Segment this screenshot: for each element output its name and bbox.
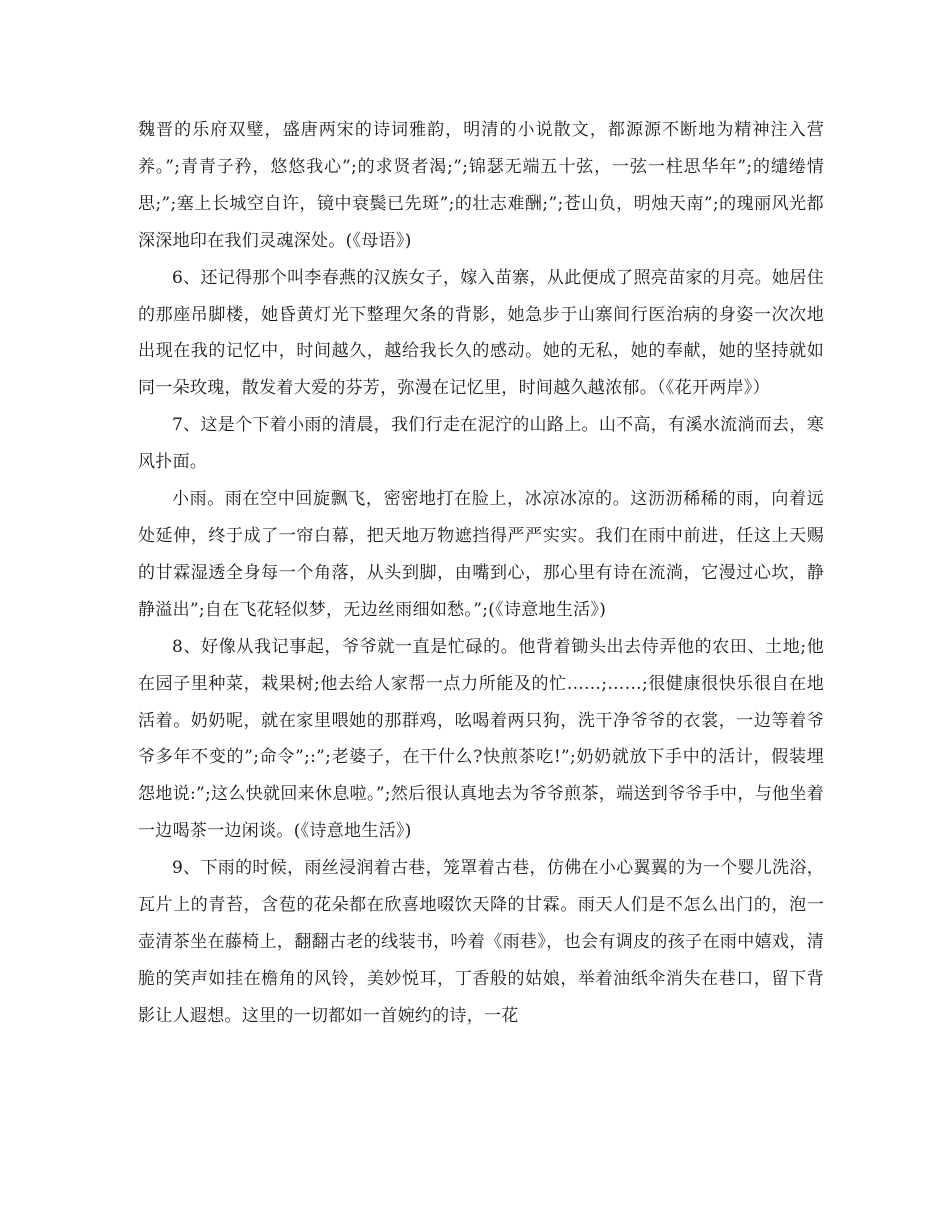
body-text xyxy=(138,112,824,1035)
paragraph-7-rain: 小雨。雨在空中回旋飘飞，密密地打在脸上，冰凉冰凉的。这沥沥稀稀的雨，向着远处延伸，终于成了一帘白幕，把天地万物遮挡得严严实实。我们在雨中前进，任这上天赐的甘霖湿透全身每一个角落，从头到脚，由嘴到心，那心里有诗在流淌，它漫过心坎，静静溢出”;自在飞花轻似梦，无边丝雨细如愁。”;(《诗意地生活》) xyxy=(138,489,824,620)
paragraph-8: 8、好像从我记事起，爷爷就一直是忙碌的。他背着锄头出去侍弄他的农田、土地;他在园子里种菜，栽果树;他去给人家帮一点力所能及的忙……;……;很健康很快乐很自在地活着。奶奶呢，就在家里喂她的那群鸡，吆喝着两只狗，洗干净爷爷的衣裳，一边等着爷爷多年不变的”;命令”;:”;老婆子，在干什么?快煎茶吃!”;奶奶就放下手中的活计，假装埋怨地说:”;这么快就回来休息啦。”;然后很认真地去为爷爷煎茶，端送到爷爷手中，与他坐着一边喝茶一边闲谈。(《诗意地生活》) xyxy=(138,636,824,842)
paragraph-9: 9、下雨的时候，雨丝浸润着古巷，笼罩着古巷，仿佛在小心翼翼的为一个婴儿洗浴，瓦片上的青苔，含苞的花朵都在欣喜地啜饮天降的甘霖。雨天人们是不怎么出门的，泡一壶清茶坐在藤椅上，翻翻古老的线装书，吟着《雨巷》，也会有调皮的孩子在雨中嬉戏，清脆的笑声如挂在檐角的风铃，美妙悦耳，丁香般的姑娘，举着油纸伞消失在巷口，留下背影让人遐想。这里的一切都如一首婉约的诗，一花 xyxy=(138,858,824,1026)
paragraph-7: 7、这是个下着小雨的清晨，我们行走在泥泞的山路上。山不高，有溪水流淌而去，寒风扑面。 xyxy=(138,415,824,473)
paragraph-6: 6、还记得那个叫李春燕的汉族女子，嫁入苗寨，从此便成了照亮苗家的月亮。她居住的那座吊脚楼，她昏黄灯光下整理欠条的背影，她急步于山寨间行医治病的身姿一次次地出现在我的记忆中，时间越久，越给我长久的感动。她的无私，她的奉献，她的坚持就如同一朵玫瑰，散发着大爱的芬芳，弥漫在记忆里，时间越久越浓郁。（《花开两岸》） xyxy=(138,267,824,399)
paragraph-continued: 魏晋的乐府双璧，盛唐两宋的诗词雅韵，明清的小说散文，都源源不断地为精神注入营养。”;青青子矜，悠悠我心”;的求贤者渴;”;锦瑟无端五十弦，一弦一柱思华年”;的缱绻情思;”;塞上长城空自许，镜中衰鬓已先斑”;的壮志难酬;”;苍山负，明烛天南”;的瑰丽风光都深深地印在我们灵魂深处。(《母语》) xyxy=(138,120,824,251)
